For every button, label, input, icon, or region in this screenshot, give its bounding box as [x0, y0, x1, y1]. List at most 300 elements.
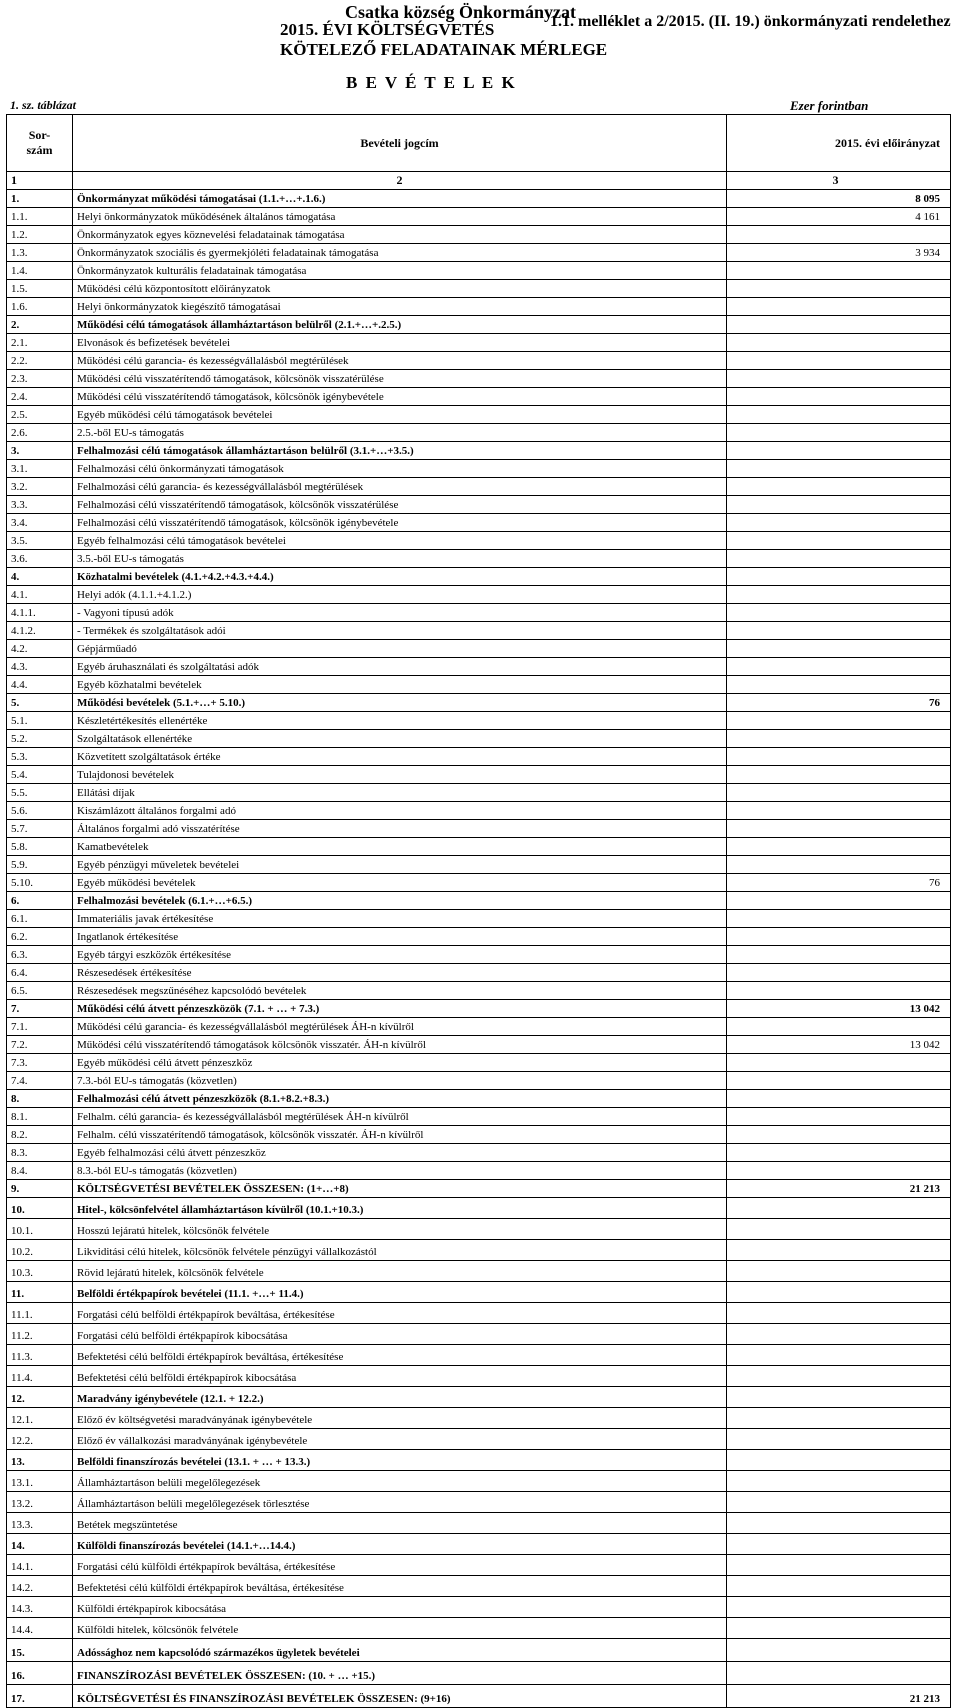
table-row [7, 1618, 951, 1639]
row-title: 3.5.-ből EU-s támogatás [73, 550, 727, 568]
row-value [727, 946, 951, 964]
row-number: 8.1. [7, 1108, 73, 1126]
row-title: Szolgáltatások ellenértéke [73, 730, 727, 748]
row-number: 2.1. [7, 334, 73, 352]
column-index-2: 2 [73, 172, 727, 190]
row-title: Működési célú visszatérítendő támogatások kölcsönök visszatér. ÁH-n kívülről [73, 1036, 727, 1054]
row-number: 5.5. [7, 784, 73, 802]
row-number: 15. [7, 1639, 73, 1662]
row-number: 11.4. [7, 1366, 73, 1387]
table-row [7, 442, 951, 460]
row-value [727, 604, 951, 622]
row-number: 2.3. [7, 370, 73, 388]
row-value [727, 892, 951, 910]
table-row [7, 1198, 951, 1219]
row-value [727, 1492, 951, 1513]
row-title: Államháztartáson belüli megelőlegezések [73, 1471, 727, 1492]
row-title: Működési bevételek (5.1.+…+ 5.10.) [73, 694, 727, 712]
row-title: Felhalmozási célú visszatérítendő támogatások, kölcsönök visszatérülése [73, 496, 727, 514]
row-title: Általános forgalmi adó visszatérítése [73, 820, 727, 838]
row-title: Külföldi értékpapírok kibocsátása [73, 1597, 727, 1618]
row-number: 8.3. [7, 1144, 73, 1162]
table-row [7, 1471, 951, 1492]
table-row [7, 1000, 951, 1018]
table-row [7, 298, 951, 316]
row-value [727, 478, 951, 496]
table-row [7, 1018, 951, 1036]
budget-year-title: 2015. ÉVI KÖLTSÉGVETÉS [280, 20, 495, 39]
table-row [7, 550, 951, 568]
row-number: 2.4. [7, 388, 73, 406]
row-number: 12. [7, 1387, 73, 1408]
table-row [7, 208, 951, 226]
row-value [727, 748, 951, 766]
table-row [7, 1534, 951, 1555]
table-row [7, 334, 951, 352]
row-title: Önkormányzatok szociális és gyermekjóléti feladatainak támogatása [73, 244, 727, 262]
row-number: 5.8. [7, 838, 73, 856]
row-number: 4.3. [7, 658, 73, 676]
currency-unit: Ezer forintban [790, 98, 869, 113]
row-value: 3 934 [727, 244, 951, 262]
table-row [7, 1685, 951, 1708]
row-value [727, 280, 951, 298]
row-title: Működési célú támogatások államháztartáson belülről (2.1.+…+.2.5.) [73, 316, 727, 334]
row-title: Forgatási célú külföldi értékpapírok beváltása, értékesítése [73, 1555, 727, 1576]
row-number: 5.2. [7, 730, 73, 748]
table-row [7, 1219, 951, 1240]
row-value [727, 334, 951, 352]
row-title: Rövid lejáratú hitelek, kölcsönök felvétele [73, 1261, 727, 1282]
row-title: Betétek megszüntetése [73, 1513, 727, 1534]
table-row [7, 676, 951, 694]
row-title: Felhalmozási célú garancia- és kezességvállalásból megtérülések [73, 478, 727, 496]
row-number: 7. [7, 1000, 73, 1018]
table-row [7, 460, 951, 478]
table-header-row [7, 115, 951, 172]
table-row [7, 658, 951, 676]
row-value [727, 730, 951, 748]
row-title: Befektetési célú külföldi értékpapírok beváltása, értékesítése [73, 1576, 727, 1597]
row-value [727, 1282, 951, 1303]
row-title: - Termékek és szolgáltatások adói [73, 622, 727, 640]
row-number: 10.3. [7, 1261, 73, 1282]
annex-reference: 1.1. melléklet a 2/2015. (II. 19.) önkormányzati rendelethez [550, 13, 951, 30]
row-title: Önkormányzatok kulturális feladatainak támogatása [73, 262, 727, 280]
row-value [727, 1662, 951, 1685]
row-title: Önkormányzatok egyes köznevelési feladatainak támogatása [73, 226, 727, 244]
row-value [727, 1261, 951, 1282]
row-title: Részesedések megszűnéséhez kapcsolódó bevételek [73, 982, 727, 1000]
table-row [7, 1261, 951, 1282]
table-row [7, 1429, 951, 1450]
row-number: 13.3. [7, 1513, 73, 1534]
row-number: 3.6. [7, 550, 73, 568]
revenue-table [6, 114, 951, 1708]
row-value [727, 370, 951, 388]
row-value: 21 213 [727, 1180, 951, 1198]
row-number: 14.2. [7, 1576, 73, 1597]
row-title: Előző év költségvetési maradványának igénybevétele [73, 1408, 727, 1429]
row-title: Adóssághoz nem kapcsolódó származékos ügyletek bevételei [73, 1639, 727, 1662]
row-title: Egyéb működési célú támogatások bevételei [73, 406, 727, 424]
row-number: 4.4. [7, 676, 73, 694]
row-value [727, 838, 951, 856]
row-value [727, 1639, 951, 1662]
row-title: Egyéb működési célú átvett pénzeszköz [73, 1054, 727, 1072]
row-value [727, 226, 951, 244]
row-title: Egyéb közhatalmi bevételek [73, 676, 727, 694]
row-value [727, 460, 951, 478]
row-number: 16. [7, 1662, 73, 1685]
row-number: 5.10. [7, 874, 73, 892]
row-value [727, 1513, 951, 1534]
row-title: Hosszú lejáratú hitelek, kölcsönök felvétele [73, 1219, 727, 1240]
row-number: 1.3. [7, 244, 73, 262]
row-value: 21 213 [727, 1685, 951, 1708]
row-title: 2.5.-ből EU-s támogatás [73, 424, 727, 442]
row-number: 1. [7, 190, 73, 208]
row-title: Működési célú központosított előirányzatok [73, 280, 727, 298]
row-title: Helyi önkormányzatok kiegészítő támogatásai [73, 298, 727, 316]
row-number: 1.1. [7, 208, 73, 226]
row-value [727, 1534, 951, 1555]
row-value [727, 262, 951, 280]
row-value [727, 388, 951, 406]
row-value [727, 532, 951, 550]
row-number: 8. [7, 1090, 73, 1108]
row-title: Forgatási célú belföldi értékpapírok kibocsátása [73, 1324, 727, 1345]
row-value [727, 352, 951, 370]
row-title: Előző év vállalkozási maradványának igénybevétele [73, 1429, 727, 1450]
table-row [7, 784, 951, 802]
row-number: 4.1. [7, 586, 73, 604]
table-row [7, 586, 951, 604]
row-value [727, 1144, 951, 1162]
row-title: Felhalm. célú visszatérítendő támogatások, kölcsönök visszatér. ÁH-n kívülről [73, 1126, 727, 1144]
table-row [7, 406, 951, 424]
row-title: Elvonások és befizetések bevételei [73, 334, 727, 352]
column-index-row [7, 172, 951, 190]
row-title: Belföldi finanszírozás bevételei (13.1. + … + 13.3.) [73, 1450, 727, 1471]
table-row [7, 352, 951, 370]
row-title: Felhalm. célú garancia- és kezességvállalásból megtérülések ÁH-n kívülről [73, 1108, 727, 1126]
row-value [727, 910, 951, 928]
row-title: Tulajdonosi bevételek [73, 766, 727, 784]
row-value: 13 042 [727, 1000, 951, 1018]
table-row [7, 1576, 951, 1597]
row-number: 14. [7, 1534, 73, 1555]
row-title: Maradvány igénybevétele (12.1. + 12.2.) [73, 1387, 727, 1408]
row-title: FINANSZÍROZÁSI BEVÉTELEK ÖSSZESEN: (10. + … +15.) [73, 1662, 727, 1685]
row-number: 11.1. [7, 1303, 73, 1324]
row-title: Hitel-, kölcsönfelvétel államháztartáson kívülről (10.1.+10.3.) [73, 1198, 727, 1219]
row-number: 8.4. [7, 1162, 73, 1180]
row-number: 2.5. [7, 406, 73, 424]
table-row [7, 946, 951, 964]
table-row [7, 226, 951, 244]
table-row [7, 514, 951, 532]
row-title: Forgatási célú belföldi értékpapírok beváltása, értékesítése [73, 1303, 727, 1324]
row-value [727, 784, 951, 802]
row-value [727, 1054, 951, 1072]
row-number: 8.2. [7, 1126, 73, 1144]
row-value [727, 1429, 951, 1450]
table-row [7, 1345, 951, 1366]
table-row [7, 1282, 951, 1303]
table-row [7, 1639, 951, 1662]
row-number: 5.7. [7, 820, 73, 838]
row-number: 10.2. [7, 1240, 73, 1261]
row-number: 12.1. [7, 1408, 73, 1429]
row-value [727, 982, 951, 1000]
table-row [7, 1240, 951, 1261]
row-number: 17. [7, 1685, 73, 1708]
row-number: 6.2. [7, 928, 73, 946]
balance-title: KÖTELEZŐ FELADATAINAK MÉRLEGE [280, 40, 608, 59]
row-number: 2.2. [7, 352, 73, 370]
table-row [7, 604, 951, 622]
row-title: - Vagyoni típusú adók [73, 604, 727, 622]
table-row [7, 1072, 951, 1090]
organization-title: Csatka község Önkormányzat [345, 2, 577, 22]
row-number: 2.6. [7, 424, 73, 442]
row-value [727, 658, 951, 676]
row-title: Egyéb működési bevételek [73, 874, 727, 892]
row-number: 13.2. [7, 1492, 73, 1513]
row-title: Ingatlanok értékesítése [73, 928, 727, 946]
row-value [727, 1450, 951, 1471]
table-row [7, 388, 951, 406]
row-value [727, 406, 951, 424]
row-title: Immateriális javak értékesítése [73, 910, 727, 928]
table-row [7, 892, 951, 910]
table-row [7, 1662, 951, 1685]
row-value [727, 568, 951, 586]
row-value [727, 928, 951, 946]
row-number: 11.3. [7, 1345, 73, 1366]
table-row [7, 1387, 951, 1408]
row-value [727, 1408, 951, 1429]
table-row [7, 316, 951, 334]
row-number: 13.1. [7, 1471, 73, 1492]
table-row [7, 190, 951, 208]
row-number: 2. [7, 316, 73, 334]
row-number: 13. [7, 1450, 73, 1471]
row-title: Kamatbevételek [73, 838, 727, 856]
row-title: Egyéb tárgyi eszközök értékesítése [73, 946, 727, 964]
row-value [727, 550, 951, 568]
table-row [7, 370, 951, 388]
row-title: Likviditási célú hitelek, kölcsönök felvétele pénzügyi vállalkozástól [73, 1240, 727, 1261]
row-title: 8.3.-ból EU-s támogatás (közvetlen) [73, 1162, 727, 1180]
row-number: 5.9. [7, 856, 73, 874]
row-number: 3.4. [7, 514, 73, 532]
row-number: 14.4. [7, 1618, 73, 1639]
row-number: 6.3. [7, 946, 73, 964]
row-number: 3.5. [7, 532, 73, 550]
row-title: Helyi adók (4.1.1.+4.1.2.) [73, 586, 727, 604]
row-number: 1.2. [7, 226, 73, 244]
row-value: 76 [727, 874, 951, 892]
row-number: 1.6. [7, 298, 73, 316]
row-title: Közvetített szolgáltatások értéke [73, 748, 727, 766]
table-row [7, 1090, 951, 1108]
table-row [7, 1324, 951, 1345]
row-title: Részesedések értékesítése [73, 964, 727, 982]
row-title: Készletértékesítés ellenértéke [73, 712, 727, 730]
table-row [7, 748, 951, 766]
row-title: Közhatalmi bevételek (4.1.+4.2.+4.3.+4.4.) [73, 568, 727, 586]
table-row [7, 1036, 951, 1054]
row-value [727, 856, 951, 874]
table-row [7, 424, 951, 442]
row-number: 6.1. [7, 910, 73, 928]
row-number: 7.4. [7, 1072, 73, 1090]
row-title: Helyi önkormányzatok működésének általános támogatása [73, 208, 727, 226]
table-row [7, 262, 951, 280]
row-value [727, 1303, 951, 1324]
row-number: 3. [7, 442, 73, 460]
table-row [7, 1408, 951, 1429]
row-number: 6. [7, 892, 73, 910]
row-title: Felhalmozási célú átvett pénzeszközök (8.1.+8.2.+8.3.) [73, 1090, 727, 1108]
row-value: 4 161 [727, 208, 951, 226]
row-number: 4.1.2. [7, 622, 73, 640]
row-title: Felhalmozási célú visszatérítendő támogatások, kölcsönök igénybevétele [73, 514, 727, 532]
row-number: 11. [7, 1282, 73, 1303]
row-number: 12.2. [7, 1429, 73, 1450]
row-number: 14.3. [7, 1597, 73, 1618]
row-title: KÖLTSÉGVETÉSI BEVÉTELEK ÖSSZESEN: (1+…+8) [73, 1180, 727, 1198]
table-body [7, 190, 951, 1708]
row-value [727, 676, 951, 694]
table-row [7, 1597, 951, 1618]
row-title: Működési célú visszatérítendő támogatások, kölcsönök visszatérülése [73, 370, 727, 388]
row-number: 5. [7, 694, 73, 712]
table-row [7, 1108, 951, 1126]
row-value [727, 1162, 951, 1180]
row-number: 5.4. [7, 766, 73, 784]
table-row [7, 1513, 951, 1534]
table-row [7, 568, 951, 586]
table-row [7, 244, 951, 262]
row-title: Ellátási díjak [73, 784, 727, 802]
table-row [7, 1450, 951, 1471]
row-value: 76 [727, 694, 951, 712]
section-title: B E V É T E L E K [346, 73, 517, 92]
row-title: Belföldi értékpapírok bevételei (11.1. +…+ 11.4.) [73, 1282, 727, 1303]
row-value [727, 766, 951, 784]
row-number: 11.2. [7, 1324, 73, 1345]
column-header-appropriation: 2015. évi előirányzat [727, 115, 951, 172]
row-title: Befektetési célú belföldi értékpapírok beváltása, értékesítése [73, 1345, 727, 1366]
row-value [727, 1018, 951, 1036]
row-number: 6.5. [7, 982, 73, 1000]
row-title: Önkormányzat működési támogatásai (1.1.+…+.1.6.) [73, 190, 727, 208]
row-number: 1.5. [7, 280, 73, 298]
row-title: Külföldi finanszírozás bevételei (14.1.+…14.4.) [73, 1534, 727, 1555]
table-row [7, 838, 951, 856]
row-title: Működési célú garancia- és kezességvállalásból megtérülések ÁH-n kívülről [73, 1018, 727, 1036]
table-number: 1. sz. táblázat [10, 98, 77, 112]
row-value [727, 1072, 951, 1090]
table-row [7, 1303, 951, 1324]
row-number: 3.3. [7, 496, 73, 514]
row-number: 1.4. [7, 262, 73, 280]
row-number: 4.1.1. [7, 604, 73, 622]
row-number: 3.1. [7, 460, 73, 478]
row-title: Egyéb pénzügyi műveletek bevételei [73, 856, 727, 874]
table-row [7, 766, 951, 784]
row-value [727, 442, 951, 460]
row-value [727, 1366, 951, 1387]
row-number: 7.1. [7, 1018, 73, 1036]
table-row [7, 802, 951, 820]
row-number: 5.1. [7, 712, 73, 730]
row-number: 4.2. [7, 640, 73, 658]
row-title: 7.3.-ból EU-s támogatás (közvetlen) [73, 1072, 727, 1090]
row-number: 14.1. [7, 1555, 73, 1576]
table-row [7, 1555, 951, 1576]
row-value: 13 042 [727, 1036, 951, 1054]
row-title: Kiszámlázott általános forgalmi adó [73, 802, 727, 820]
row-title: KÖLTSÉGVETÉSI ÉS FINANSZÍROZÁSI BEVÉTELEK ÖSSZESEN: (9+16) [73, 1685, 727, 1708]
row-value [727, 298, 951, 316]
table-row [7, 874, 951, 892]
row-value [727, 1324, 951, 1345]
table-row [7, 1162, 951, 1180]
row-value [727, 316, 951, 334]
table-row [7, 280, 951, 298]
row-value [727, 1345, 951, 1366]
row-number: 7.2. [7, 1036, 73, 1054]
row-title: Felhalmozási bevételek (6.1.+…+6.5.) [73, 892, 727, 910]
table-row [7, 1126, 951, 1144]
column-index-3: 3 [727, 172, 951, 190]
row-title: Felhalmozási célú támogatások államháztartáson belülről (3.1.+…+3.5.) [73, 442, 727, 460]
row-number: 5.6. [7, 802, 73, 820]
row-value [727, 424, 951, 442]
row-number: 6.4. [7, 964, 73, 982]
row-title: Egyéb felhalmozási célú támogatások bevételei [73, 532, 727, 550]
table-row [7, 1366, 951, 1387]
row-value [727, 1597, 951, 1618]
row-value [727, 712, 951, 730]
row-number: 7.3. [7, 1054, 73, 1072]
column-header-number: Sor- szám [7, 115, 73, 172]
table-row [7, 856, 951, 874]
row-value [727, 1387, 951, 1408]
table-row [7, 928, 951, 946]
row-value [727, 1240, 951, 1261]
table-row [7, 910, 951, 928]
row-title: Gépjárműadó [73, 640, 727, 658]
row-title: Egyéb áruhasználati és szolgáltatási adók [73, 658, 727, 676]
table-row [7, 712, 951, 730]
row-value [727, 1198, 951, 1219]
row-value [727, 820, 951, 838]
table-row [7, 964, 951, 982]
row-number: 4. [7, 568, 73, 586]
table-row [7, 640, 951, 658]
table-row [7, 730, 951, 748]
row-number: 3.2. [7, 478, 73, 496]
table-row [7, 622, 951, 640]
row-title: Külföldi hitelek, kölcsönök felvétele [73, 1618, 727, 1639]
row-title: Működési célú garancia- és kezességvállalásból megtérülések [73, 352, 727, 370]
row-value [727, 514, 951, 532]
